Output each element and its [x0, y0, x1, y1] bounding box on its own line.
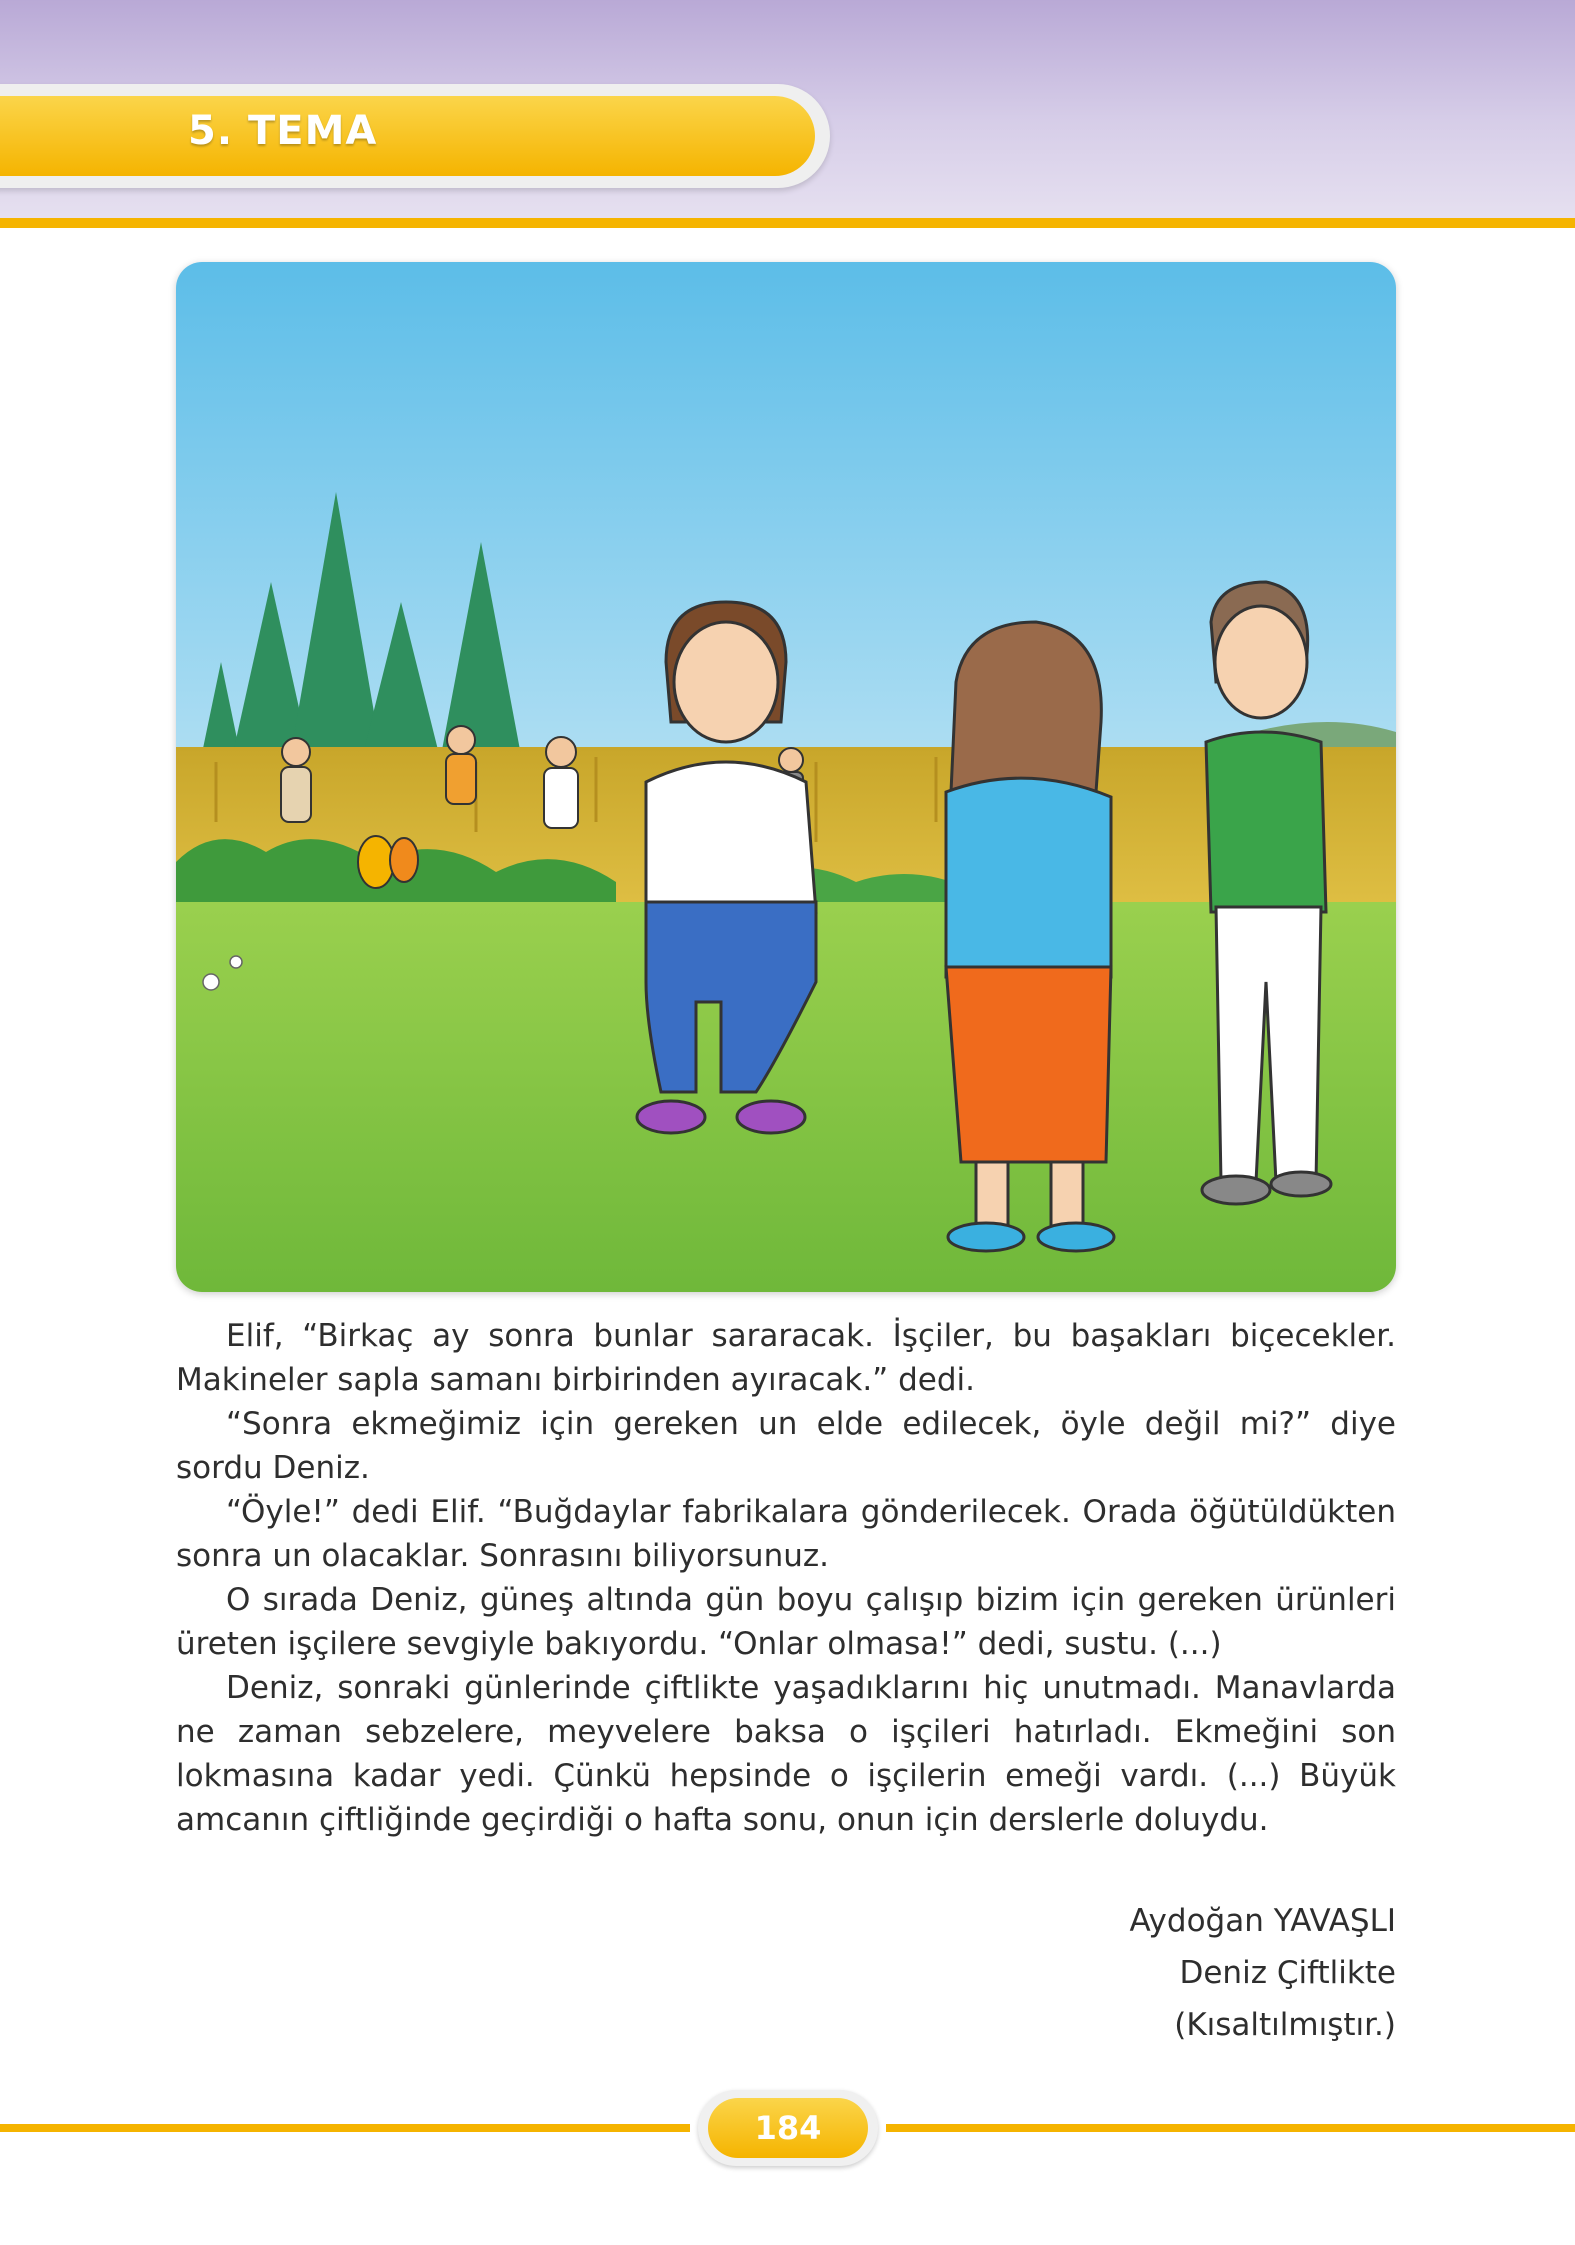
story-paragraph: “Sonra ekmeğimiz için gereken un elde edilecek, öyle değil mi?” diye sordu Deniz. [176, 1406, 1396, 1486]
header-rule [0, 218, 1575, 228]
author-name: Aydoğan YAVAŞLI [1129, 1903, 1396, 1939]
footer-rule-left [0, 2124, 690, 2132]
butterfly [358, 836, 418, 888]
attribution [1129, 1895, 1396, 2051]
book-title: Deniz Çiftlikte [1179, 1955, 1396, 1991]
page-number: 184 [708, 2098, 868, 2158]
story-illustration [176, 262, 1396, 1292]
story-text [176, 1314, 1396, 1842]
footer-rule-right [886, 2124, 1575, 2132]
story-paragraph: O sırada Deniz, güneş altında gün boyu çalışıp bizim için gereken ürünleri üreten işçilere sevgiyle bakıyordu. “Onlar olmasa!” dedi, sustu. (...) [176, 1582, 1396, 1662]
story-paragraph: Deniz, sonraki günlerinde çiftlikte yaşadıklarını hiç unutmadı. Manavlarda ne zaman sebzelere, meyvelere baksa o işçileri hatırladı. Ekmeğini son lokmasına kadar yedi. Çünkü hepsinde o işçilerin emeği vardı. (...) Büyük amcanın çiftliğinde geçirdiği o hafta sonu, onun için derslerle doluydu. [176, 1670, 1396, 1838]
theme-pill [0, 96, 815, 176]
abridged-note: (Kısaltılmıştır.) [1174, 2007, 1396, 2043]
farm-scene-illustration [176, 262, 1396, 1292]
girl-deniz [946, 622, 1114, 1251]
theme-label: 5. TEMA [188, 108, 378, 154]
story-paragraph: “Öyle!” dedi Elif. “Buğdaylar fabrikalara gönderilecek. Orada öğütüldükten sonra un olacaklar. Sonrasını biliyorsunuz. [176, 1494, 1396, 1574]
story-paragraph: Elif, “Birkaç ay sonra bunlar sararacak. İşçiler, bu başakları biçecekler. Makineler sapla samanı birbirinden ayıracak.” dedi. [176, 1318, 1396, 1398]
